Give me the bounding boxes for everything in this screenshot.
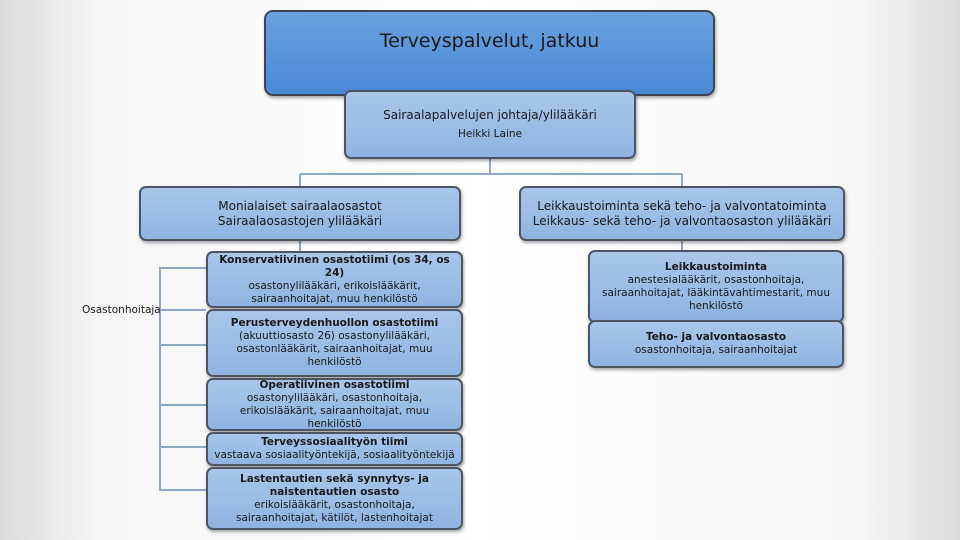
unit-staff: osastonylilääkäri, osastonhoitaja, erikoislääkärit, sairaanhoitajat, muu henkilöstö	[239, 391, 430, 430]
right-branch-line2: Leikkaus- sekä teho- ja valvontaosaston ylilääkäri	[532, 213, 832, 228]
unit-title: Terveyssosiaalityön tiimi	[261, 436, 408, 448]
unit-box-teho-ja-valvonta	[588, 320, 844, 368]
left-branch-box	[139, 186, 461, 241]
unit-title: Lastentautien sekä synnytys- ja naistentautien osasto	[240, 472, 429, 498]
unit-box-perusterveydenhuolto	[206, 309, 463, 377]
side-label-osastonhoitaja: Osastonhoitaja	[82, 304, 161, 316]
unit-staff: vastaava sosiaalityöntekijä, sosiaalityöntekijä	[214, 449, 455, 461]
unit-staff: (akuuttiosasto 26) osastonylilääkäri, osastonlääkärit, sairaanhoitajat, muu henkilöstö	[236, 330, 433, 368]
unit-title: Konservatiivinen osastotiimi (os 34, os 24)	[219, 253, 450, 279]
unit-staff: erikoislääkärit, osastonhoitaja, sairaanhoitajat, kätilöt, lastenhoitajat	[236, 498, 433, 524]
unit-staff: osastonhoitaja, sairaanhoitajat	[634, 344, 798, 356]
director-name: Heikki Laine	[457, 128, 522, 140]
unit-staff: anestesialääkärit, osastonhoitaja, sairaanhoitajat, lääkintävahtimestarit, muu henkilöstö	[602, 273, 830, 312]
unit-staff: osastonylilääkäri, erikoislääkärit, sairaanhoitajat, muu henkilöstö	[248, 279, 421, 305]
title-box	[264, 10, 715, 96]
page-title: Terveyspalvelut, jatkuu	[379, 30, 600, 52]
director-box	[344, 90, 636, 159]
right-branch-line1: Leikkaustoiminta sekä teho- ja valvontatoiminta	[537, 198, 827, 213]
unit-box-lastentautien	[206, 467, 463, 530]
unit-title: Operatiivinen osastotiimi	[259, 378, 410, 391]
unit-title: Leikkaustoiminta	[664, 260, 768, 273]
left-branch-line1: Monialaiset sairaalaosastot	[218, 198, 382, 213]
unit-box-konservatiivinen	[206, 251, 463, 308]
unit-title: Perusterveydenhuollon osastotiimi	[230, 317, 439, 329]
unit-box-leikkaustoiminta	[588, 250, 844, 323]
unit-title: Teho- ja valvontaosasto	[645, 331, 787, 343]
right-branch-box	[519, 186, 845, 241]
unit-box-operatiivinen	[206, 378, 463, 431]
left-branch-line2: Sairaalaosastojen ylilääkäri	[217, 213, 383, 228]
unit-box-terveyssosiaalityo	[206, 432, 463, 466]
director-title: Sairaalapalvelujen johtaja/ylilääkäri	[383, 108, 597, 122]
